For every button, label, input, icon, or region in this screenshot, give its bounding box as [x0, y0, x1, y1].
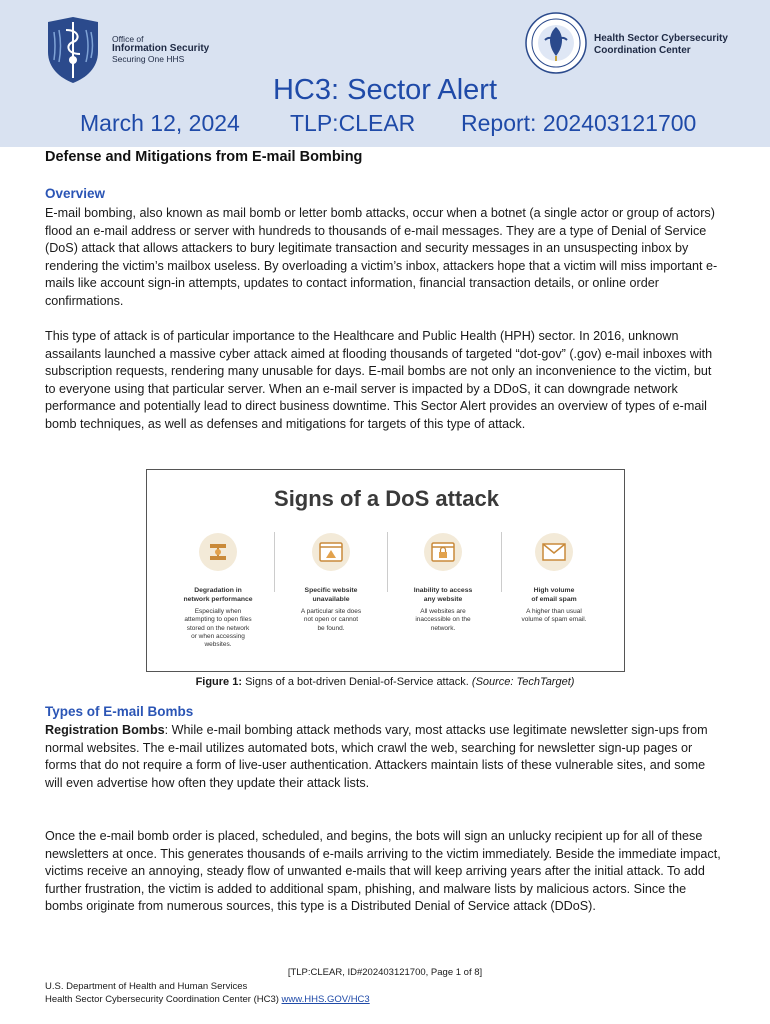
page-footer-id: [TLP:CLEAR, ID#202403121700, Page 1 of 8] [287, 967, 483, 978]
hhs-seal-icon [525, 12, 587, 74]
tlp-label: TLP:CLEAR [290, 110, 416, 136]
report-date: March 12, 2024 [80, 110, 240, 136]
figure-signs-of-dos [146, 469, 625, 672]
figure-item-title: Degradation in network performance [183, 587, 253, 603]
types-paragraph-2: Once the e-mail bomb order is placed, scheduled, and begins, the bots will sign an unlucky recipient up for all of these newsletters at once. This generates thousands of e-mails arriving to the victim immediately. Beside the immediate impact, victims receive an annoying, steady flow of unwanted e-mails that will keep arriving years after the initial attack. To add further frustration, the victim is added to additional spam, phishing, and malware lists by malicious actors. Since the bombs originate from numerous sources, this type is a Distributed Denial of Service attack (DDoS). [45, 829, 721, 914]
figure-item-desc: A higher than usual volume of spam email. [521, 608, 587, 624]
figure-item [384, 532, 502, 633]
email-envelope-icon [534, 532, 574, 572]
overview-paragraph-2: This type of attack is of particular importance to the Healthcare and Public Health (HPH) sector. In 2016, unknown assailants launched a massive cyber attack aimed at flooding thousands of targeted “dot-gov” (.gov) e-mail inboxes with subscription requests, rendering many unusable for days. E-mail bombs are not only an inconvenience to the victim, but to everyone using that particular server. When an e-mail server is impacted by a DDoS, it can downgrade network performance and potentially lead to direct business downtime. This Sector Alert provides an overview of types of e-mail bomb techniques, as well as defenses and mitigations for targets of this type of attack. [45, 329, 713, 431]
hsccc-line1: Health Sector Cybersecurity [594, 33, 728, 44]
figure-title: Signs of a DoS attack [274, 486, 499, 511]
header-band [0, 0, 770, 147]
overview-paragraph-1: E-mail bombing, also known as mail bomb or letter bomb attacks, occur when a botnet (a single actor or group of actors) flood an e-mail address or server with hundreds to thousands of e-mail messages. They are a type of Denial of Service (DoS) attack that allows attackers to bury legitimate transaction and security messages in an unsuspecting inbox by rendering the victim’s mailbox useless. By overloading a victim’s inbox, attackers hope that a victim will miss important e-mails like account sign-in attempts, updates to contact information, financial transaction details, or online order confirmations. [45, 206, 718, 308]
document-title: Defense and Mitigations from E-mail Bombing [45, 149, 363, 165]
office-line2: Information Security [112, 43, 210, 54]
hsccc-line2: Coordination Center [594, 45, 691, 56]
registration-bombs-text: : While e-mail bombing attack methods vary, most attacks use legitimate newsletter sign-ups from normal websites. The e-mail utilizes automated bots, which crawl the web, searching for newsletter sign-up pages or forms that do not require a form of live-user authentication. Attackers maintain lists of these vulnerable sites, and some will even advertise how often they update their attack lists. [45, 723, 708, 790]
page-title: HC3: Sector Alert [272, 74, 498, 106]
footer-line2 [45, 994, 370, 1007]
types-heading: Types of E-mail Bombs [45, 704, 194, 719]
figure-caption [0, 676, 770, 688]
website-unavailable-icon [311, 532, 351, 572]
footer-org [45, 981, 370, 1006]
figure-item-desc: Especially when attempting to open files stored on the network or when accessing websites. [184, 608, 252, 649]
website-locked-icon [423, 532, 463, 572]
footer-line1: U.S. Department of Health and Human Services [45, 981, 248, 992]
caption-text: Signs of a bot-driven Denial-of-Service attack. [242, 676, 472, 688]
figure-item [159, 532, 277, 649]
caption-label: Figure 1: [195, 676, 243, 688]
office-information-security-label [112, 34, 209, 64]
figure-item-desc: All websites are inaccessible on the network. [415, 608, 471, 632]
hsccc-label [594, 33, 728, 57]
figure-item-title: High volume of email spam [531, 587, 577, 603]
caption-source: (Source: TechTarget) [471, 676, 575, 688]
footer-line2-text: Health Sector Cybersecurity Coordination Center (HC3) [45, 993, 282, 1005]
figure-item-title: Specific website unavailable [304, 587, 358, 603]
registration-bombs-label: Registration Bombs [45, 723, 165, 737]
registration-bombs-paragraph [45, 722, 725, 792]
figure-item-desc: A particular site does not open or cannot be found. [300, 608, 362, 632]
office-line3: Securing One HHS [112, 54, 185, 64]
figure-item [495, 532, 613, 625]
figure-item-title: Inability to access any website [413, 587, 473, 603]
figure-item [272, 532, 390, 633]
report-number: Report: 202403121700 [461, 110, 697, 136]
network-performance-icon [198, 532, 238, 572]
hhs-hc3-link[interactable]: www.HHS.GOV/HC3 [281, 993, 370, 1005]
office-line1: Office of [112, 34, 144, 44]
overview-heading: Overview [45, 186, 106, 201]
